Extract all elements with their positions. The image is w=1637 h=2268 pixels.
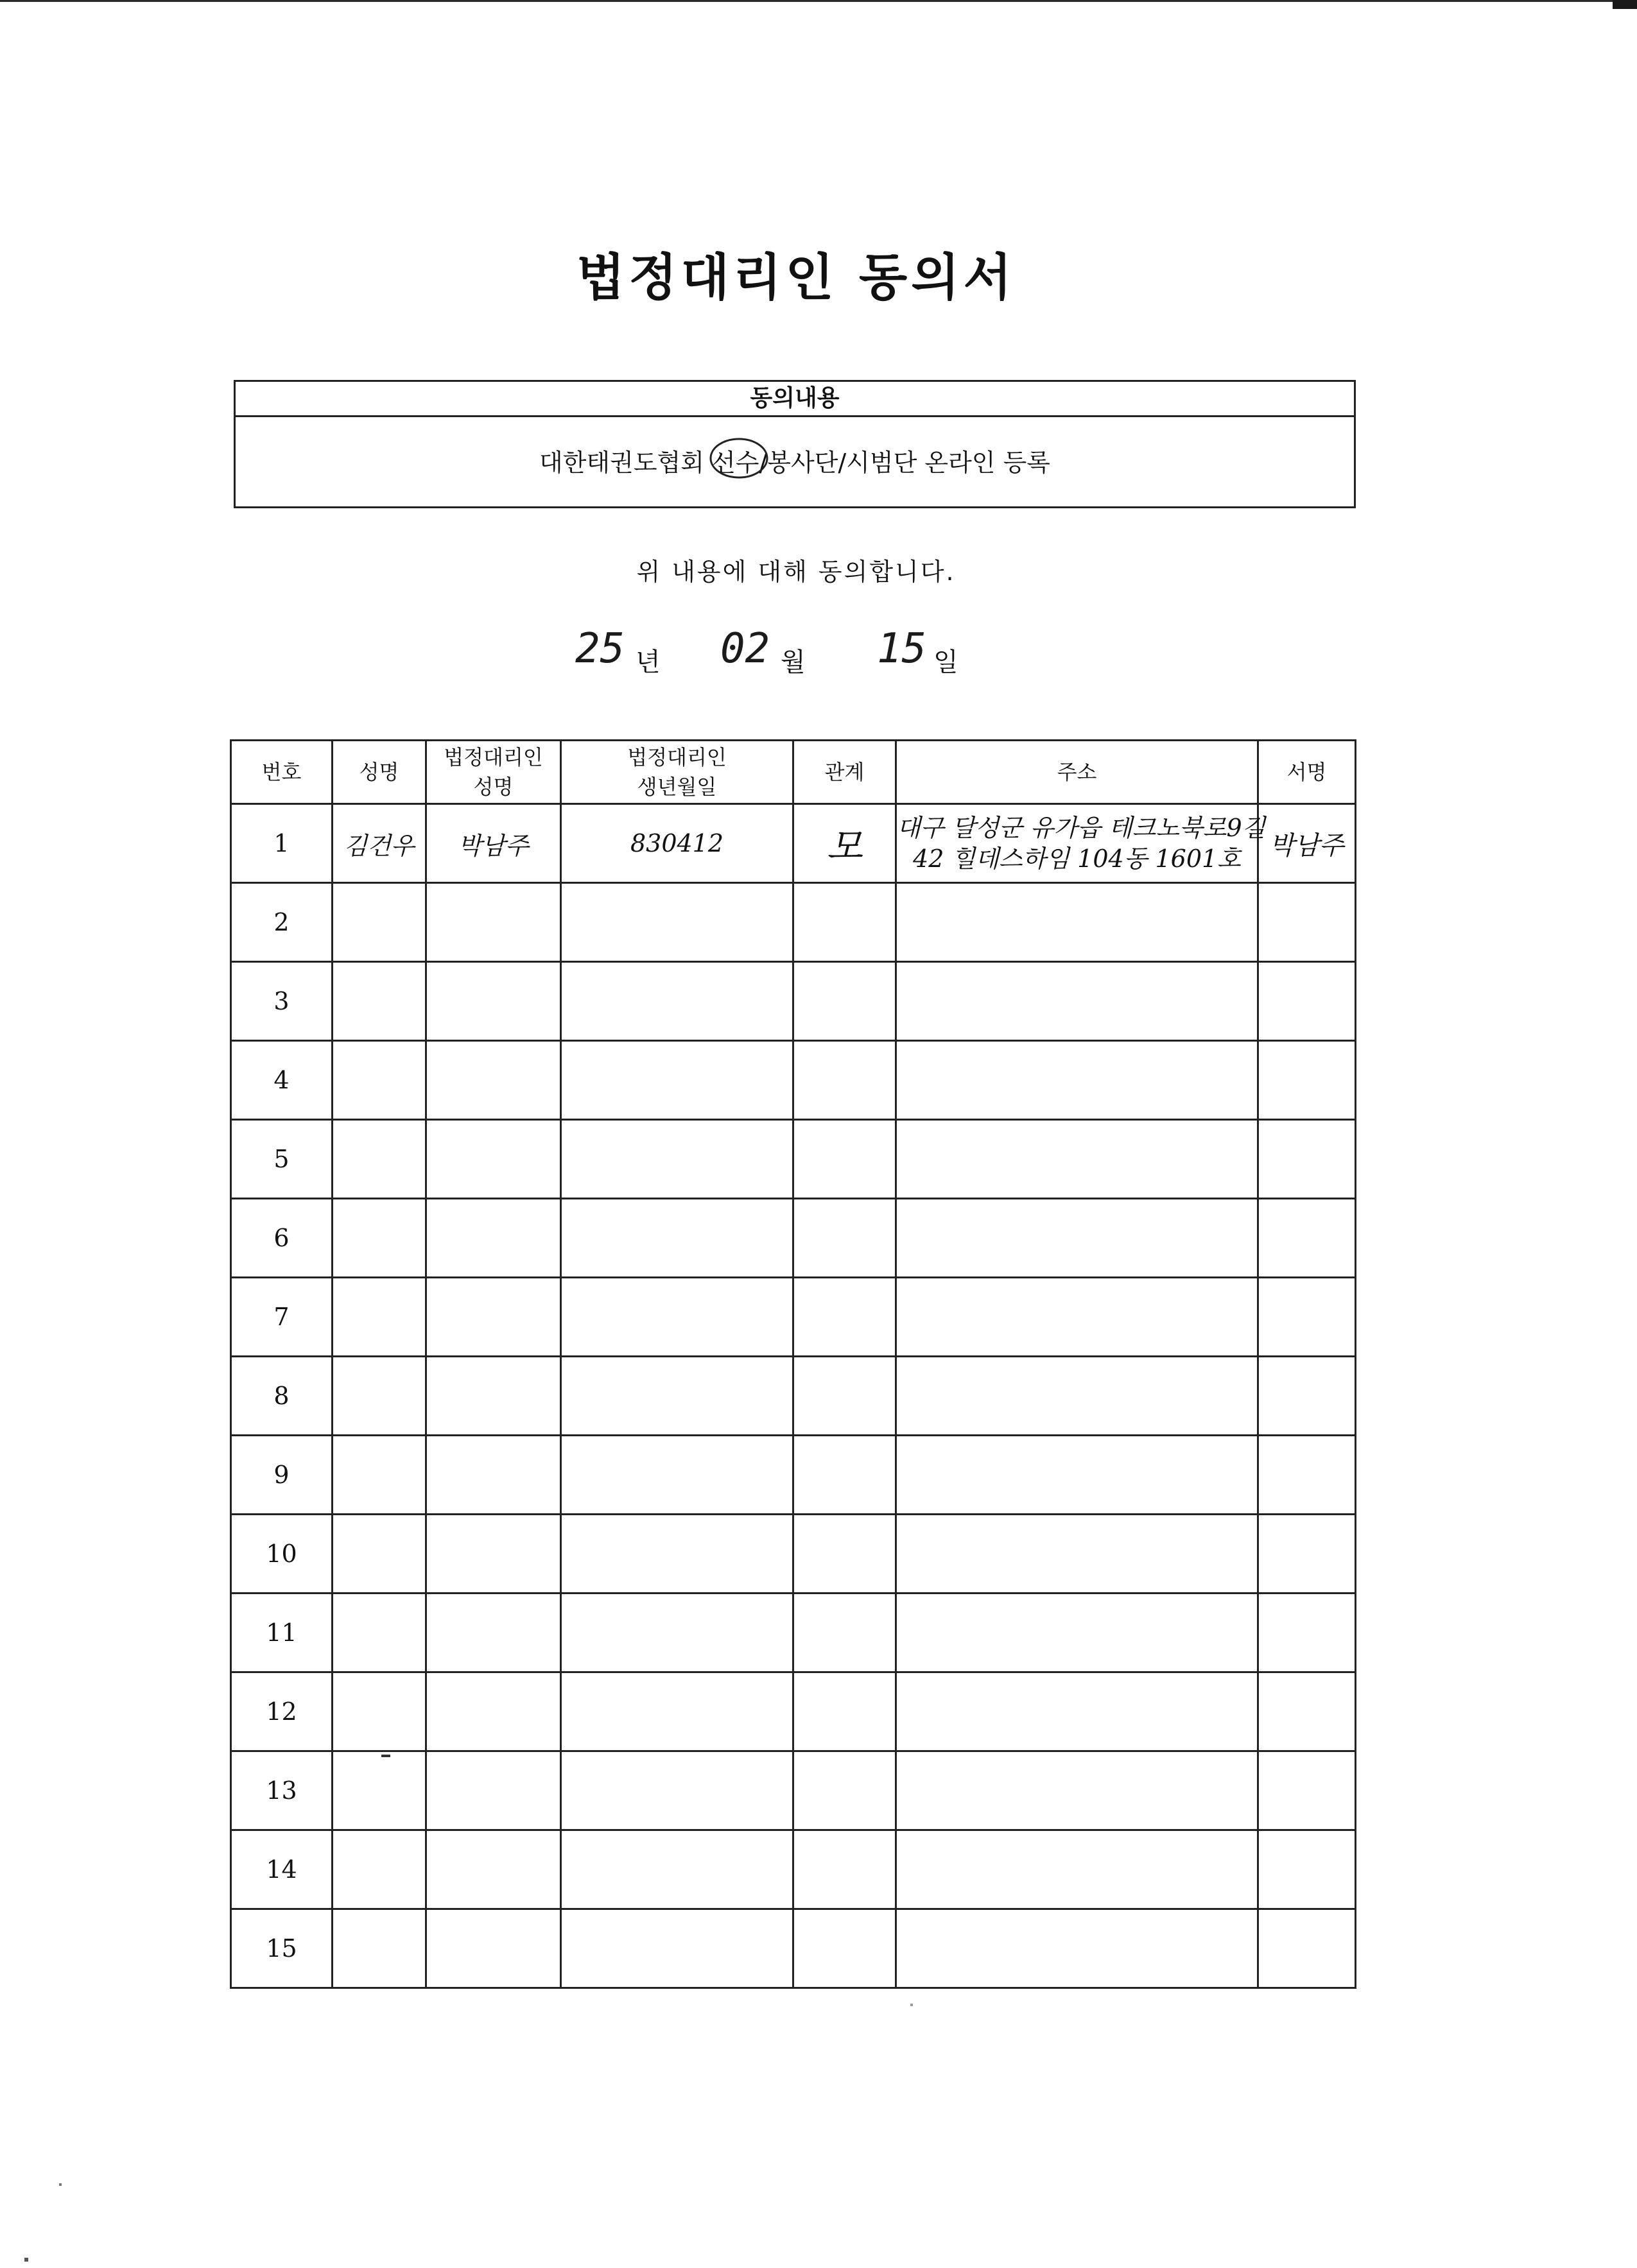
- cell-address: [896, 1041, 1258, 1120]
- stray-mark: [381, 1755, 390, 1757]
- cell-relation: [793, 1515, 896, 1594]
- cell-number: 4: [231, 1041, 333, 1120]
- cell-number: 14: [231, 1830, 333, 1909]
- cell-name: [333, 1199, 426, 1278]
- cell-number: 8: [231, 1357, 333, 1436]
- cell-relation: [793, 962, 896, 1041]
- cell-relation: [793, 1357, 896, 1436]
- table-row: [231, 1120, 1356, 1199]
- cell-guardian-birth: [561, 1041, 793, 1120]
- header-number: 번호: [231, 741, 333, 804]
- date-line: [0, 625, 1637, 680]
- cell-relation: [793, 1594, 896, 1672]
- cell-name: [333, 1672, 426, 1751]
- document-title: 법정대리인 동의서: [576, 248, 1016, 307]
- agreement-statement: 위 내용에 대해 동의합니다.: [636, 558, 956, 586]
- cell-address: [896, 1120, 1258, 1199]
- cell-number: 10: [231, 1515, 333, 1594]
- cell-signature: [1258, 1120, 1356, 1199]
- cell-relation: [793, 1751, 896, 1830]
- consent-text-after: /봉사단/시범단 온라인 등록: [759, 449, 1051, 477]
- scan-speck: [910, 2004, 913, 2006]
- cell-guardian-birth: [561, 1672, 793, 1751]
- cell-number: 1: [231, 804, 333, 883]
- cell-number: 6: [231, 1199, 333, 1278]
- cell-guardian-birth: [561, 883, 793, 962]
- cell-relation: [793, 1909, 896, 1988]
- cell-signature: [1258, 962, 1356, 1041]
- cell-guardian-name: [426, 962, 561, 1041]
- cell-name: [333, 1120, 426, 1199]
- cell-signature: 박남주: [1258, 804, 1356, 883]
- cell-address: [896, 1751, 1258, 1830]
- table-row: [231, 1672, 1356, 1751]
- cell-number: 7: [231, 1278, 333, 1357]
- cell-guardian-name: 박남주: [426, 804, 561, 883]
- table-row: [231, 962, 1356, 1041]
- table-row: [231, 1751, 1356, 1830]
- header-address: 주소: [896, 741, 1258, 804]
- table-row: [231, 1830, 1356, 1909]
- table-row: [231, 1515, 1356, 1594]
- cell-relation: [793, 1199, 896, 1278]
- cell-guardian-birth: [561, 1199, 793, 1278]
- cell-guardian-birth: [561, 1830, 793, 1909]
- cell-name: [333, 1041, 426, 1120]
- cell-relation: [793, 1278, 896, 1357]
- cell-signature: [1258, 1909, 1356, 1988]
- cell-guardian-name: [426, 1830, 561, 1909]
- cell-relation: 모: [793, 804, 896, 883]
- cell-signature: [1258, 883, 1356, 962]
- table-row: [231, 1278, 1356, 1357]
- cell-relation: [793, 1830, 896, 1909]
- cell-address: [896, 1515, 1258, 1594]
- table-row: [231, 1041, 1356, 1120]
- header-signature: 서명: [1258, 741, 1356, 804]
- cell-guardian-birth: [561, 1357, 793, 1436]
- consent-body: [236, 417, 1354, 508]
- table-row: [231, 1436, 1356, 1515]
- cell-address: [896, 1436, 1258, 1515]
- cell-guardian-name: [426, 1672, 561, 1751]
- cell-name: [333, 883, 426, 962]
- cell-relation: [793, 1672, 896, 1751]
- cell-address: [896, 1909, 1258, 1988]
- cell-signature: [1258, 1594, 1356, 1672]
- cell-signature: [1258, 1436, 1356, 1515]
- cell-number: 11: [231, 1594, 333, 1672]
- cell-name: [333, 1751, 426, 1830]
- cell-guardian-birth: [561, 1515, 793, 1594]
- scan-speck: [59, 2183, 62, 2186]
- cell-address: [896, 883, 1258, 962]
- cell-number: 3: [231, 962, 333, 1041]
- table-row: [231, 1199, 1356, 1278]
- cell-signature: [1258, 1672, 1356, 1751]
- cell-address: [896, 962, 1258, 1041]
- cell-guardian-birth: [561, 1909, 793, 1988]
- consent-box: [234, 380, 1356, 508]
- table-row: [231, 804, 1356, 883]
- date-month-value: 02: [720, 625, 770, 673]
- cell-signature: [1258, 1278, 1356, 1357]
- date-month-unit: 월: [781, 648, 806, 677]
- cell-address: [896, 1199, 1258, 1278]
- cell-guardian-name: [426, 883, 561, 962]
- cell-guardian-birth: [561, 962, 793, 1041]
- cell-relation: [793, 1041, 896, 1120]
- cell-name: [333, 1357, 426, 1436]
- cell-guardian-name: [426, 1594, 561, 1672]
- table-row: [231, 1909, 1356, 1988]
- cell-address: [896, 1278, 1258, 1357]
- consent-circled-option: 선수: [712, 449, 759, 477]
- cell-relation: [793, 883, 896, 962]
- cell-signature: [1258, 1751, 1356, 1830]
- cell-signature: [1258, 1199, 1356, 1278]
- header-relation: 관계: [793, 741, 896, 804]
- date-year-value: 25: [575, 625, 625, 673]
- cell-guardian-name: [426, 1278, 561, 1357]
- header-guardian-birth: 법정대리인 생년월일: [561, 741, 793, 804]
- scan-corner-mark: [1613, 0, 1637, 9]
- table-row: [231, 1357, 1356, 1436]
- cell-guardian-birth: [561, 1751, 793, 1830]
- cell-guardian-birth: [561, 1436, 793, 1515]
- cell-guardian-name: [426, 1515, 561, 1594]
- cell-number: 13: [231, 1751, 333, 1830]
- consent-header: 동의내용: [236, 382, 1354, 417]
- cell-number: 5: [231, 1120, 333, 1199]
- date-day-unit: 일: [933, 648, 958, 677]
- cell-number: 9: [231, 1436, 333, 1515]
- cell-signature: [1258, 1515, 1356, 1594]
- cell-name: [333, 1278, 426, 1357]
- cell-guardian-name: [426, 1909, 561, 1988]
- cell-guardian-name: [426, 1120, 561, 1199]
- table-row: [231, 883, 1356, 962]
- cell-signature: [1258, 1041, 1356, 1120]
- cell-signature: [1258, 1830, 1356, 1909]
- cell-guardian-name: [426, 1751, 561, 1830]
- scan-speck: [24, 2258, 28, 2262]
- cell-guardian-birth: 830412: [561, 804, 793, 883]
- cell-address: [896, 1594, 1258, 1672]
- circled-option-mark: [708, 435, 770, 481]
- cell-number: 15: [231, 1909, 333, 1988]
- registration-table: [230, 739, 1356, 1989]
- header-name: 성명: [333, 741, 426, 804]
- cell-number: 12: [231, 1672, 333, 1751]
- scan-edge-line: [0, 0, 1637, 2]
- cell-relation: [793, 1436, 896, 1515]
- cell-guardian-birth: [561, 1278, 793, 1357]
- cell-guardian-name: [426, 1041, 561, 1120]
- cell-name: [333, 1515, 426, 1594]
- cell-guardian-name: [426, 1357, 561, 1436]
- cell-address: 대구 달성군 유가읍 테크노북로9길 42 힐데스하임 104동 1601호: [896, 804, 1258, 883]
- consent-text-before: 대한태권도협회: [539, 449, 713, 477]
- cell-name: 김건우: [333, 804, 426, 883]
- table-row: [231, 1594, 1356, 1672]
- cell-name: [333, 1436, 426, 1515]
- cell-guardian-birth: [561, 1120, 793, 1199]
- cell-address: [896, 1830, 1258, 1909]
- header-guardian-name: 법정대리인 성명: [426, 741, 561, 804]
- cell-number: 2: [231, 883, 333, 962]
- cell-name: [333, 1830, 426, 1909]
- cell-guardian-name: [426, 1436, 561, 1515]
- cell-name: [333, 962, 426, 1041]
- cell-name: [333, 1594, 426, 1672]
- cell-signature: [1258, 1357, 1356, 1436]
- cell-guardian-name: [426, 1199, 561, 1278]
- date-year-unit: 년: [636, 648, 661, 677]
- table-header-row: [231, 741, 1356, 804]
- cell-name: [333, 1909, 426, 1988]
- cell-relation: [793, 1120, 896, 1199]
- cell-address: [896, 1357, 1258, 1436]
- cell-guardian-birth: [561, 1594, 793, 1672]
- date-day-value: 15: [877, 625, 927, 673]
- cell-address: [896, 1672, 1258, 1751]
